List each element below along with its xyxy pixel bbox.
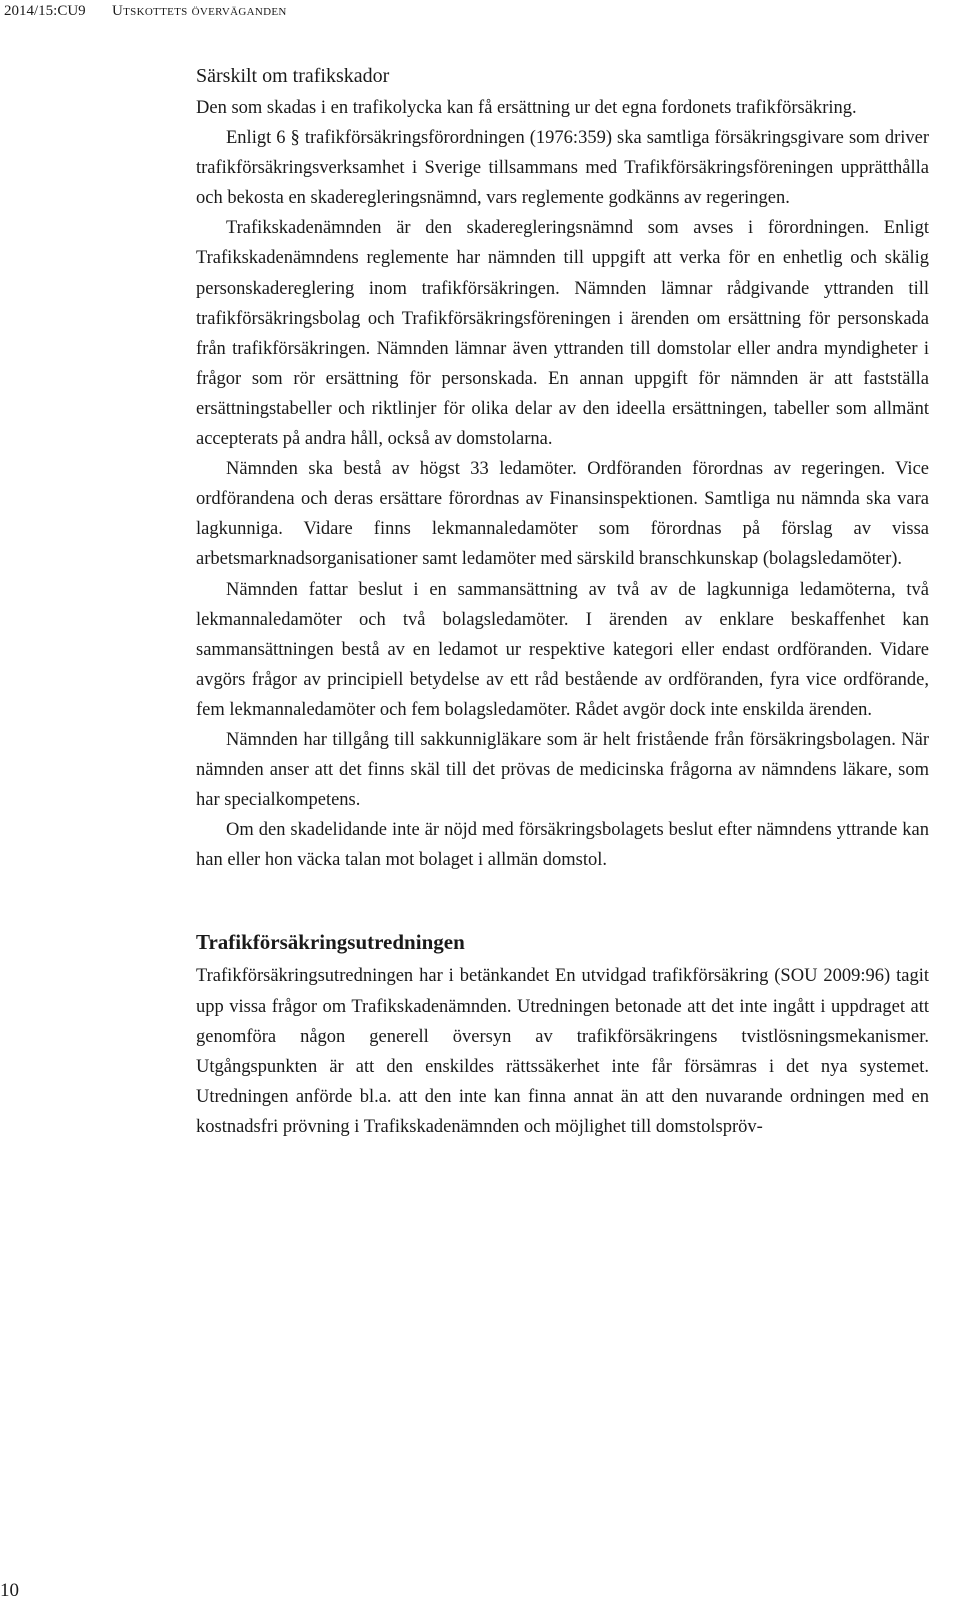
document-id: 2014/15:CU9 [4, 3, 86, 19]
heading-trafikforsakringsutredningen: Trafikförsäkringsutredningen [196, 930, 465, 955]
running-header [0, 0, 960, 22]
paragraph: Den som skadas i en trafikolycka kan få ersättning ur det egna fordonets trafikförsäkring. [196, 98, 857, 118]
section-spacer [196, 875, 929, 927]
paragraph: Enligt 6 § trafikförsäkringsförordningen (1976:359) ska samtliga försäkringsgivare som driver trafikförsäkringsverksamhet i Sverige tillsammans med Trafikförsäkringsföreningen upprätthålla och bekosta en skaderegleringsnämnd, vars reglemente godkänns av regeringen. [196, 128, 929, 209]
page-number: 10 [0, 1580, 19, 1601]
paragraph: Trafikskadenämnden är den skaderegleringsnämnd som avses i förordningen. Enligt Trafikskadenämndens reglemente har nämnden till uppgift att verka för en enhetlig och skälig personskadereglering inom trafikförsäkringen. Nämnden lämnar rådgivande yttranden till trafikförsäkringsbolag och Trafikförsäkringsföreningen i ärenden om ersättning för personskada från trafikförsäkringen. Nämnden lämnar även yttranden till domstolar eller andra myndigheter i frågor som rör ersättning för personskada. En annan uppgift för nämnden är att fastställa ersättningstabeller och riktlinjer för olika delar av den ideella ersättningen, tabeller som allmänt accepterats på andra håll, också av domstolarna. [196, 218, 929, 450]
paragraph: Om den skadelidande inte är nöjd med försäkringsbolagets beslut efter nämndens yttrande kan han eller hon väcka talan mot bolaget i allmän domstol. [196, 820, 929, 871]
paragraph: Nämnden fattar beslut i en sammansättning av två av de lagkunniga ledamöterna, två lekmannaledamöter och två bolagsledamöter. I ärenden av enklare beskaffenhet kan sammansättningen bestå av en ledamot ur respektive kategori eller endast ordföranden. Vidare avgörs frågor av principiell betydelse av ett råd bestående av ordföranden, fyra vice ordförande, fem lekmannaledamöter och fem bolagsledamöter. Rådet avgör dock inte enskilda ärenden. [196, 579, 929, 720]
subheading-trafikskador: Särskilt om trafikskador [196, 65, 390, 87]
section-title: Utskottets överväganden [112, 3, 287, 19]
paragraph: Nämnden har tillgång till sakkunnigläkare som är helt fristående från försäkringsbolagen. När nämnden anser att det finns skäl till det prövas de medicinska frågorna av nämndens läkare, som har specialkompetens. [196, 729, 929, 811]
paragraph: Trafikförsäkringsutredningen har i betänkandet En utvidgad trafikförsäkring (SOU 2009:96) tagit upp vissa frågor om Trafikskadenämnden. Utredningen betonade att det inte ingått i uppdraget att genomföra någon generell översyn av trafikförsäkringens tvistlösningsmekanismer. Utgångspunkten är att den enskildes rättssäkerhet inte får försämras i det nya systemet. Utredningen anförde bl.a. att den inte kan finna annat än att den nuvarande ordningen med en kostnadsfri prövning i Trafikskadenämnden och möjlighet till domstolspröv- [196, 966, 929, 1137]
paragraph: Nämnden ska bestå av högst 33 ledamöter. Ordföranden förordnas av regeringen. Vice ordförandena och deras ersättare förordnas av Finansinspektionen. Samtliga nu nämnda ska vara lagkunniga. Vidare finns lekmannaledamöter som förordnas på förslag av vissa arbetsmarknadsorganisationer samt ledamöter med särskild branschkunskap (bolagsledamöter). [196, 459, 929, 570]
main-content [196, 59, 929, 1142]
